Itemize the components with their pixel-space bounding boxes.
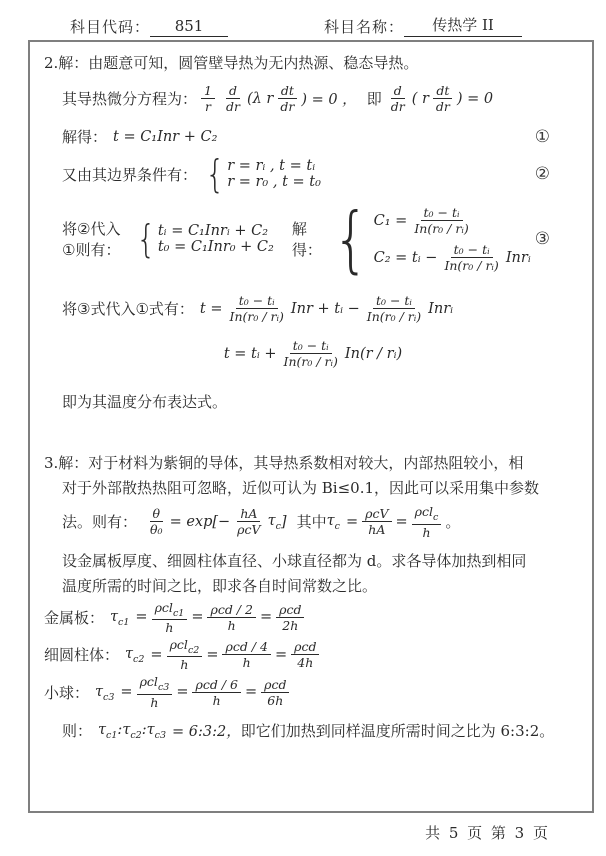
q2-conclusion-row	[62, 391, 586, 412]
constants-system-rows	[374, 205, 531, 273]
tau-c3-symbol: $\tau_{c3}$	[95, 683, 115, 703]
boundary-condition-1: r = rᵢ , t = tᵢ	[227, 158, 316, 175]
ratio-conclusion-text: 即它们加热到同样温度所需时间之比为 6:3:2。	[240, 721, 555, 740]
combine-lhs: t =	[199, 300, 223, 317]
fraction-rhocV-hA: $\frac{\text{ρcV}}{hA}$	[362, 506, 391, 537]
equation-tag-1: ①	[534, 126, 550, 147]
tau-c2-symbol: $\tau_{c2}$	[125, 646, 145, 666]
plate-equals-3: =	[259, 609, 273, 626]
q2-differential-equation-row	[62, 83, 586, 114]
q2-substitution-row	[62, 196, 586, 281]
fraction-d-dr: $\frac{d}{dr}$	[225, 83, 240, 114]
tau-c3-symbol: $\tau_{c3}$	[146, 721, 167, 741]
combine-middle: Inr + tᵢ −	[290, 300, 360, 317]
fraction-dt-dr: $\frac{dt}{dr}$	[277, 83, 297, 114]
fraction-cylinder-1: $\frac{\rho cl_{c2}}{h}$	[167, 637, 203, 672]
tau-c1-symbol: $\tau_{c1}$	[98, 721, 118, 741]
left-brace-icon: {	[332, 196, 370, 281]
boundary-system-rows	[227, 158, 321, 190]
q3-intro-row-2	[62, 477, 586, 498]
c2-tail: Inrᵢ	[505, 249, 531, 266]
diffeq-equals-zero: ) = 0 ，	[301, 92, 357, 108]
method-label: 法。则有：	[62, 513, 138, 532]
ratio-colon-2: :	[141, 722, 147, 739]
method-where-label: 其中	[296, 513, 327, 532]
q3-setup-text-1: 设金属板厚度、细圆柱体直径、小球直径都为 d。求各导体加热到相同	[62, 551, 527, 570]
q3-plate-row	[44, 600, 586, 635]
subject-name-label: 科目名称：	[324, 18, 405, 36]
sphere-equals-2: =	[176, 684, 189, 701]
subject-code-value: 851	[150, 17, 228, 37]
q3-setup-row-2	[62, 575, 586, 596]
fraction-cylinder-3: $\frac{\text{ρcd}}{4h}$	[291, 639, 319, 670]
fraction-final: $\frac{\text{t₀ − tᵢ}}{\text{In(r₀ / rᵢ)}}$	[283, 338, 338, 370]
substitution-system-rows	[158, 223, 274, 255]
q2-combined-equation-row	[62, 293, 586, 324]
answer-sheet-box	[28, 40, 594, 813]
substituted-equation-1: tᵢ = C₁Inrᵢ + C₂	[157, 223, 269, 240]
fraction-combine-1: $\frac{\text{t₀ − tᵢ}}{\text{In(r₀ / rᵢ)}}$	[229, 293, 284, 325]
q2-final-equation-row	[40, 338, 586, 369]
q3-intro-text-1: 3.解：对于材料为紫铜的导体，其导热系数相对较大，内部热阻较小，相	[44, 454, 524, 473]
q3-setup-row-1	[62, 550, 586, 571]
fraction-sphere-2: $\frac{\text{ρcd / 6}}{h}$	[192, 677, 240, 708]
q3-intro-row-1	[44, 452, 586, 473]
q3-sphere-row	[44, 674, 586, 709]
fraction-c2: $\frac{\text{t₀ − tᵢ}}{\text{In(r₀ / rᵢ)}}$	[444, 242, 499, 274]
tau-c2-symbol: $\tau_{c2}$	[122, 721, 142, 741]
q3-ratio-conclusion-row	[62, 720, 586, 741]
page-header	[70, 14, 586, 37]
fraction-rhoclc-h: $\frac{\rho cl_c}{h}$	[412, 504, 442, 539]
tau-c-symbol: $\tau_c$	[267, 513, 281, 533]
cylinder-equals-1: =	[150, 646, 163, 663]
q2-intro-text: 2.解：由题意可知，圆管壁导热为无内热源、稳态导热。	[44, 54, 419, 72]
fraction-one-over-r: $\frac{1}{r}$	[201, 83, 215, 114]
boundary-system	[203, 152, 321, 196]
fraction-plate-3: $\frac{\text{ρcd}}{2h}$	[276, 602, 304, 633]
cylinder-equals-3: =	[274, 646, 288, 663]
ratio-value: = 6:3:2，	[172, 723, 241, 740]
final-lhs: t = tᵢ +	[223, 345, 277, 362]
q2-intro-row	[44, 52, 586, 73]
q3-cylinder-row	[44, 637, 586, 672]
equation-tag-2: ②	[534, 164, 550, 185]
equation-tag-3: ③	[534, 229, 550, 250]
q2-general-solution-row	[62, 126, 586, 147]
diffeq-label: 其导热微分方程为：	[62, 90, 198, 108]
sphere-equals-3: =	[244, 684, 258, 701]
cylinder-label: 细圆柱体：	[44, 646, 120, 665]
fraction-hA-rhocV: $\frac{hA}{\text{ρcV}}$	[237, 506, 261, 538]
method-exp-close: ]	[280, 513, 287, 530]
plate-label: 金属板：	[44, 608, 105, 627]
sphere-equals-1: =	[120, 684, 133, 701]
ratio-label: 则：	[62, 721, 93, 740]
fraction-c1: $\frac{\text{t₀ − tᵢ}}{\text{In(r₀ / rᵢ)}}$	[414, 205, 469, 237]
q2-conclusion-text: 即为其温度分布表达式。	[62, 393, 228, 412]
left-brace-icon: {	[136, 217, 156, 262]
fraction-d-dr-2: $\frac{d}{dr}$	[390, 83, 405, 114]
boundary-label: 又由其边界条件有：	[62, 165, 198, 184]
q3-setup-text-2: 温度所需的时间之比，即求各自时间常数之比。	[62, 576, 378, 595]
cylinder-equals-2: =	[206, 646, 219, 663]
solve-label-2: 解得：	[291, 220, 322, 260]
fraction-theta-ratio: $\frac{\theta}{\text{θ₀}}$	[150, 506, 163, 538]
fraction-cylinder-2: $\frac{\text{ρcd / 4}}{h}$	[222, 639, 270, 670]
solve-label: 解得：	[62, 128, 108, 146]
ratio-colon-1: :	[117, 722, 123, 739]
diffeq-open-paren: (λ r	[246, 90, 274, 107]
plate-equals-2: =	[191, 609, 204, 626]
page-number: 共 5 页 第 3 页	[425, 824, 550, 842]
fraction-combine-2: $\frac{\text{t₀ − tᵢ}}{\text{In(r₀ / rᵢ)}}$	[366, 293, 422, 325]
constant-c2-equation: C₂ = tᵢ − $\frac{\text{t₀ − tᵢ}}{\text{In(r₀ / rᵢ)}}$ Inrᵢ	[373, 242, 531, 274]
tau-c1-symbol: $\tau_{c1}$	[110, 608, 130, 628]
plate-equals-1: =	[135, 609, 148, 626]
diffeq-that-is: 即	[366, 90, 382, 108]
fraction-dt-dr-2: $\frac{dt}{dr}$	[433, 83, 453, 114]
method-equals-2: =	[395, 513, 408, 530]
substituted-equation-2: t₀ = C₁Inr₀ + C₂	[157, 239, 274, 256]
fraction-sphere-1: $\frac{\rho cl_{c3}}{h}$	[137, 674, 173, 709]
left-brace-icon: {	[205, 152, 225, 196]
method-exp-open: = exp[−	[169, 513, 231, 530]
subject-code-label: 科目代码：	[70, 18, 151, 36]
method-period: 。	[445, 513, 461, 532]
q3-lumped-method-row	[62, 504, 586, 539]
constants-system	[328, 196, 531, 281]
method-equals-1: =	[345, 513, 359, 530]
general-solution-equation: t = C₁Inr + C₂	[113, 128, 218, 145]
substitution-system	[134, 217, 274, 262]
sphere-label: 小球：	[44, 683, 90, 702]
fraction-sphere-3: $\frac{\text{ρcd}}{6h}$	[261, 677, 289, 708]
boundary-condition-2: r = r₀ , t = t₀	[227, 174, 321, 191]
subject-name-value: 传热学 II	[404, 14, 522, 37]
diffeq-equals-zero-2: ) = 0	[456, 90, 494, 107]
fraction-plate-1: $\frac{\rho cl_{c1}}{h}$	[152, 600, 188, 635]
tau-c-symbol-2: $\tau_c$	[326, 513, 340, 533]
q3-intro-text-2: 对于外部散热热阻可忽略，近似可认为 Bi≤0.1，因此可以采用集中参数	[62, 479, 540, 498]
q2-boundary-conditions-row	[62, 152, 586, 196]
combine-label: 将③式代入①式有：	[62, 300, 194, 319]
combine-tail: Inrᵢ	[428, 300, 454, 317]
final-tail: In(r / rᵢ)	[344, 345, 403, 362]
constant-c1-equation: C₁ = $\frac{\text{t₀ − tᵢ}}{\text{In(r₀ / rᵢ)}}$	[374, 205, 531, 236]
fraction-plate-2: $\frac{\text{ρcd / 2}}{h}$	[207, 602, 255, 633]
diffeq-open-paren-2: ( r	[411, 90, 429, 107]
substitution-label: 将②代入①则有：	[62, 220, 121, 260]
